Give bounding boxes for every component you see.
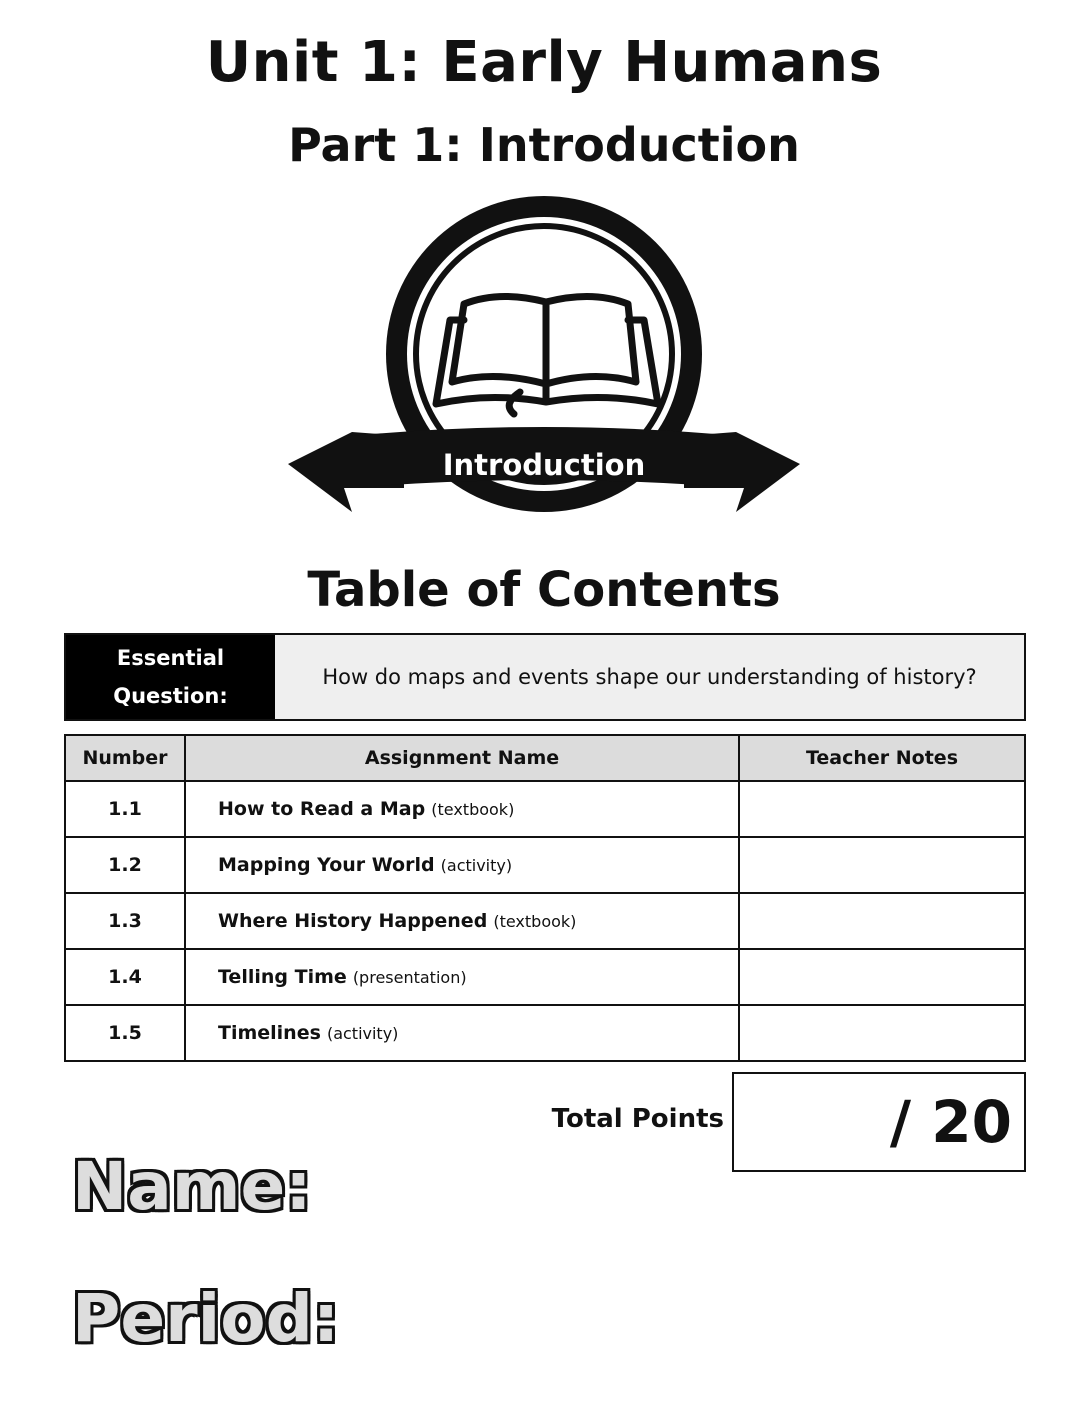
- assignment-type: (activity): [440, 856, 513, 875]
- table-row: [65, 893, 1025, 949]
- row-assignment: [185, 949, 739, 1005]
- period-label: Period:: [72, 1280, 340, 1357]
- row-number: 1.1: [65, 781, 185, 837]
- assignment-type: (textbook): [431, 800, 515, 819]
- essential-question-label: Essential Question:: [66, 635, 275, 719]
- row-teacher-notes[interactable]: [739, 781, 1025, 837]
- badge-label: Introduction: [442, 448, 646, 482]
- row-teacher-notes[interactable]: [739, 837, 1025, 893]
- essential-question-box: [64, 633, 1026, 721]
- row-number: 1.3: [65, 893, 185, 949]
- table-row: [65, 1005, 1025, 1061]
- row-number: 1.5: [65, 1005, 185, 1061]
- row-assignment: [185, 1005, 739, 1061]
- total-points-label: Total Points: [551, 1104, 724, 1134]
- assignment-type: (activity): [326, 1024, 399, 1043]
- table-row: [65, 781, 1025, 837]
- row-assignment: [185, 893, 739, 949]
- row-teacher-notes[interactable]: [739, 893, 1025, 949]
- toc-title: Table of Contents: [307, 562, 781, 618]
- open-book-icon: [436, 296, 658, 414]
- row-assignment: [185, 837, 739, 893]
- total-points-value: / 20: [889, 1088, 1012, 1156]
- part-title: Part 1: Introduction: [288, 118, 800, 172]
- row-teacher-notes[interactable]: [739, 1005, 1025, 1061]
- assignment-name: Mapping Your World: [218, 854, 435, 876]
- name-label: Name:: [72, 1148, 312, 1225]
- assignment-type: (textbook): [493, 912, 577, 931]
- assignment-type: (presentation): [352, 968, 467, 987]
- header-teacher-notes: Teacher Notes: [739, 735, 1025, 781]
- assignment-name: Telling Time: [218, 966, 347, 988]
- assignment-name: Where History Happened: [218, 910, 488, 932]
- assignment-table: [64, 734, 1026, 1062]
- assignment-name: Timelines: [218, 1022, 321, 1044]
- table-row: [65, 837, 1025, 893]
- row-number: 1.2: [65, 837, 185, 893]
- unit-title: Unit 1: Early Humans: [205, 30, 883, 95]
- header-assignment-name: Assignment Name: [185, 735, 739, 781]
- row-assignment: [185, 781, 739, 837]
- row-teacher-notes[interactable]: [739, 949, 1025, 1005]
- row-number: 1.4: [65, 949, 185, 1005]
- header-number: Number: [65, 735, 185, 781]
- essential-question-text: How do maps and events shape our understanding of history?: [275, 635, 1024, 719]
- table-row: [65, 949, 1025, 1005]
- introduction-badge: [284, 192, 804, 542]
- assignment-name: How to Read a Map: [218, 798, 426, 820]
- total-points-box[interactable]: [732, 1072, 1026, 1172]
- table-header-row: [65, 735, 1025, 781]
